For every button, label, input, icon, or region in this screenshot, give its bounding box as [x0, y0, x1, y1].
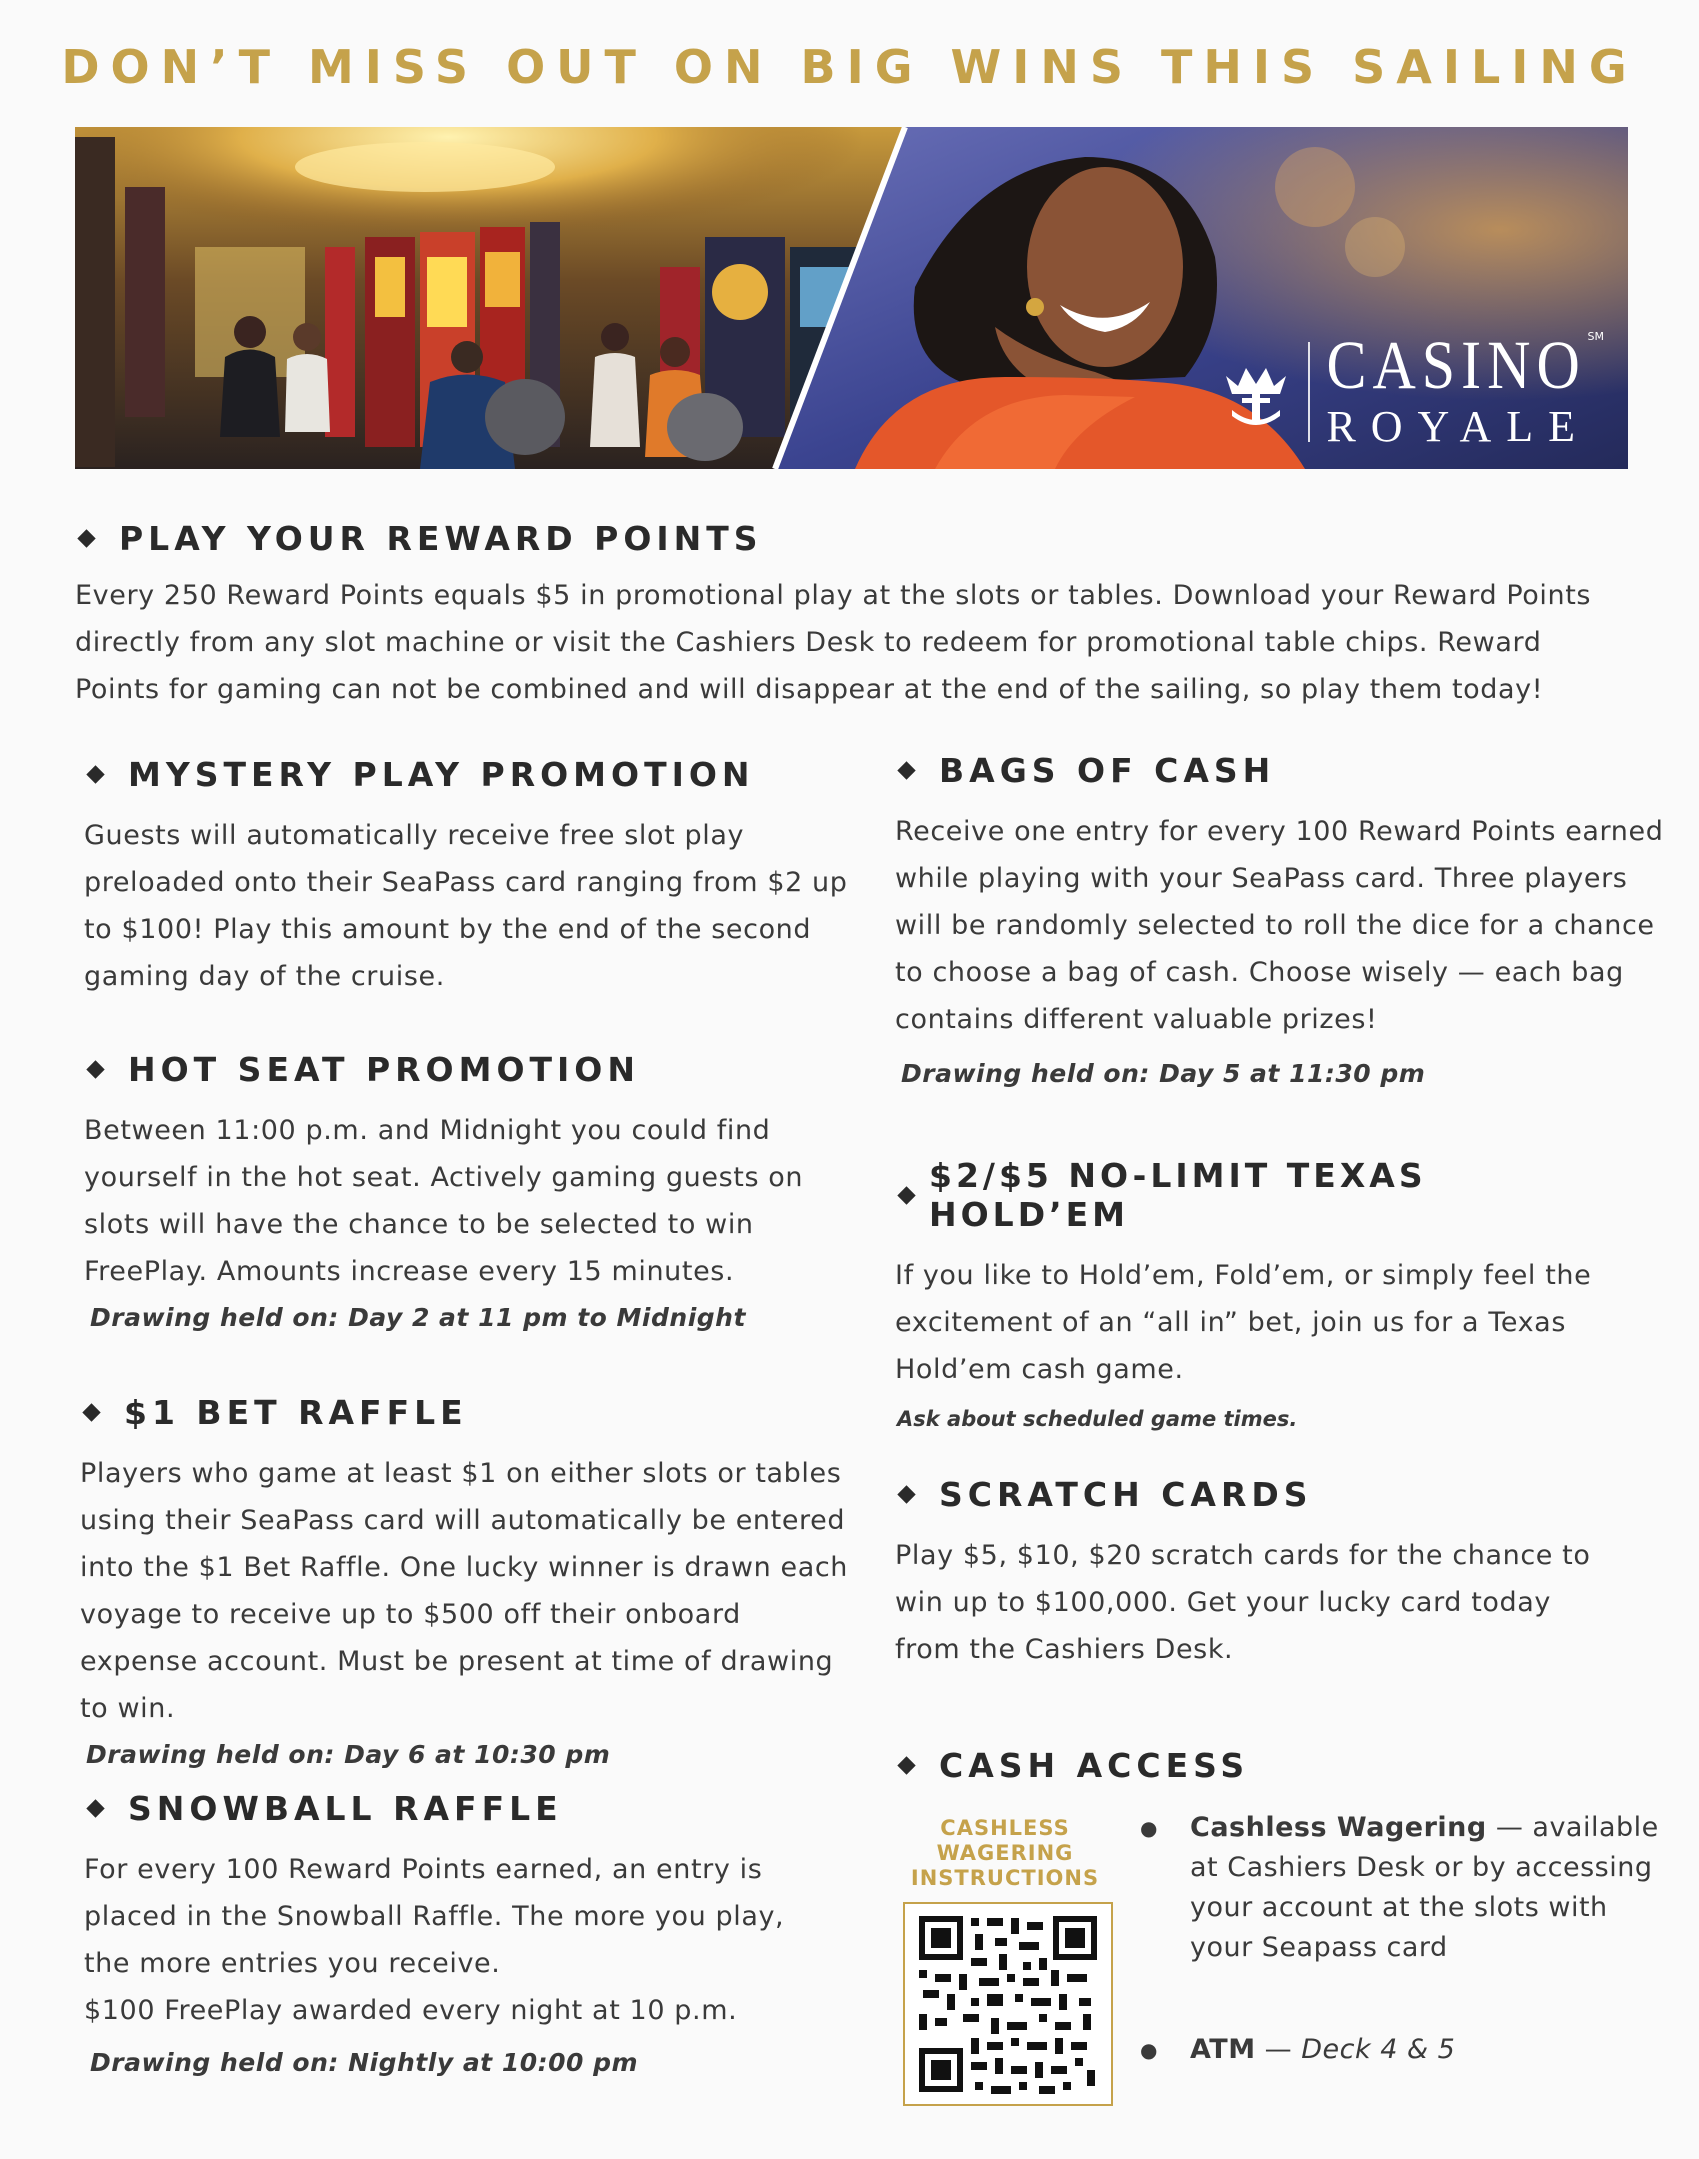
bet-raffle-section: [80, 1393, 860, 1769]
casino-royale-logo: [1218, 327, 1604, 451]
holdem-note: Ask about scheduled game times.: [897, 1407, 1298, 1431]
diamond-bullet-icon: [897, 1186, 915, 1204]
scratch-cards-heading: SCRATCH CARDS: [895, 1475, 1625, 1514]
logo-wordmark: [1326, 327, 1604, 451]
bags-of-cash-heading: BAGS OF CASH: [895, 751, 1675, 790]
holdem-heading: $2/$5 NO-LIMIT TEXAS HOLD’EM: [895, 1156, 1625, 1234]
page-title: DON’T MISS OUT ON BIG WINS THIS SAILING: [61, 40, 1638, 94]
qr-code-icon: [905, 1904, 1111, 2104]
crown-anchor-icon: [1218, 354, 1294, 430]
scratch-cards-body: Play $5, $10, $20 scratch cards for the chance to win up to $100,000. Get your lucky card today from the Cashiers Desk.: [895, 1540, 1591, 1665]
reward-points-section: [75, 519, 1635, 713]
scratch-cards-section: [895, 1475, 1625, 1673]
bags-of-cash-body: Receive one entry for every 100 Reward Points earned while playing with your SeaPass card. Three players will be randomly selected to roll the dice for a chance to choose a bag of cash. Choose wisely — each bag contains different valuable prizes!: [895, 816, 1664, 1035]
bet-raffle-heading: $1 BET RAFFLE: [80, 1393, 860, 1432]
qr-code[interactable]: [903, 1902, 1113, 2106]
holdem-section: [895, 1156, 1625, 1431]
hot-seat-heading: HOT SEAT PROMOTION: [84, 1050, 804, 1089]
diamond-bullet-icon: [77, 529, 95, 547]
cash-access-heading: CASH ACCESS: [895, 1746, 1625, 1785]
hot-seat-drawing: Drawing held on: Day 2 at 11 pm to Midnight: [90, 1303, 746, 1332]
diamond-bullet-icon: [897, 1485, 915, 1503]
bullet-dot-icon: ●: [1140, 2038, 1158, 2062]
holdem-body: If you like to Hold’em, Fold’em, or simply feel the excitement of an “all in” bet, join us for a Texas Hold’em cash game.: [895, 1260, 1592, 1385]
cash-access-section: [895, 1746, 1625, 1785]
snowball-heading: SNOWBALL RAFFLE: [84, 1789, 804, 1828]
snowball-drawing: Drawing held on: Nightly at 10:00 pm: [90, 2048, 639, 2077]
diamond-bullet-icon: [86, 765, 104, 783]
logo-royale-text: ROYALE: [1326, 402, 1590, 451]
hot-seat-section: [84, 1050, 804, 1332]
logo-divider: [1308, 342, 1310, 442]
reward-points-body: Every 250 Reward Points equals $5 in promotional play at the slots or tables. Download your Reward Points directly from any slot machine or visit the Cashiers Desk to redeem for promotional table chips. Reward Points for gaming can not be combined and will disappear at the end of the sailing, so play them today!: [75, 580, 1592, 705]
diamond-bullet-icon: [86, 1060, 104, 1078]
bet-raffle-drawing: Drawing held on: Day 6 at 10:30 pm: [86, 1740, 611, 1769]
bet-raffle-body: Players who game at least $1 on either slots or tables using their SeaPass card will automatically be entered into the $1 Bet Raffle. One lucky winner is drawn each voyage to receive up to $500 off their onboard expense account. Must be present at time of drawing to win.: [80, 1458, 849, 1724]
mystery-play-section: [84, 755, 854, 1000]
bullet-dot-icon: ●: [1140, 1816, 1158, 1840]
list-item: [1140, 1808, 1660, 1968]
service-mark: SM: [1587, 330, 1604, 343]
snowball-section: [84, 1789, 804, 2077]
reward-points-heading: PLAY YOUR REWARD POINTS: [75, 519, 1635, 558]
mystery-play-body: Guests will automatically receive free slot play preloaded onto their SeaPass card ranging from $2 up to $100! Play this amount by the end of the second gaming day of the cruise.: [84, 820, 848, 992]
mystery-play-heading: MYSTERY PLAY PROMOTION: [84, 755, 854, 794]
qr-caption: CASHLESS WAGERING INSTRUCTIONS: [910, 1816, 1100, 1890]
diamond-bullet-icon: [897, 1756, 915, 1774]
hot-seat-body: Between 11:00 p.m. and Midnight you could find yourself in the hot seat. Actively gaming guests on slots will have the chance to be selected to win FreePlay. Amounts increase every 15 minutes.: [84, 1115, 804, 1287]
logo-casino-text: CASINO: [1326, 327, 1586, 403]
bags-of-cash-drawing: Drawing held on: Day 5 at 11:30 pm: [901, 1059, 1426, 1088]
list-item: [1140, 2030, 1660, 2070]
hero-banner: [75, 127, 1628, 469]
snowball-body-freeplay: $100 FreePlay awarded every night at 10 p.m.: [84, 1995, 738, 2026]
cashless-wagering-text: Cashless Wagering — available at Cashiers Desk or by accessing your account at the slots with your Seapass card: [1190, 1812, 1659, 1963]
snowball-body: For every 100 Reward Points earned, an entry is placed in the Snowball Raffle. The more you play, the more entries you receive.: [84, 1854, 785, 1979]
bags-of-cash-section: [895, 751, 1675, 1088]
diamond-bullet-icon: [82, 1403, 100, 1421]
diamond-bullet-icon: [86, 1799, 104, 1817]
cash-access-list: [1140, 1808, 1660, 2070]
diamond-bullet-icon: [897, 761, 915, 779]
atm-text: ATM — Deck 4 & 5: [1190, 2034, 1456, 2065]
